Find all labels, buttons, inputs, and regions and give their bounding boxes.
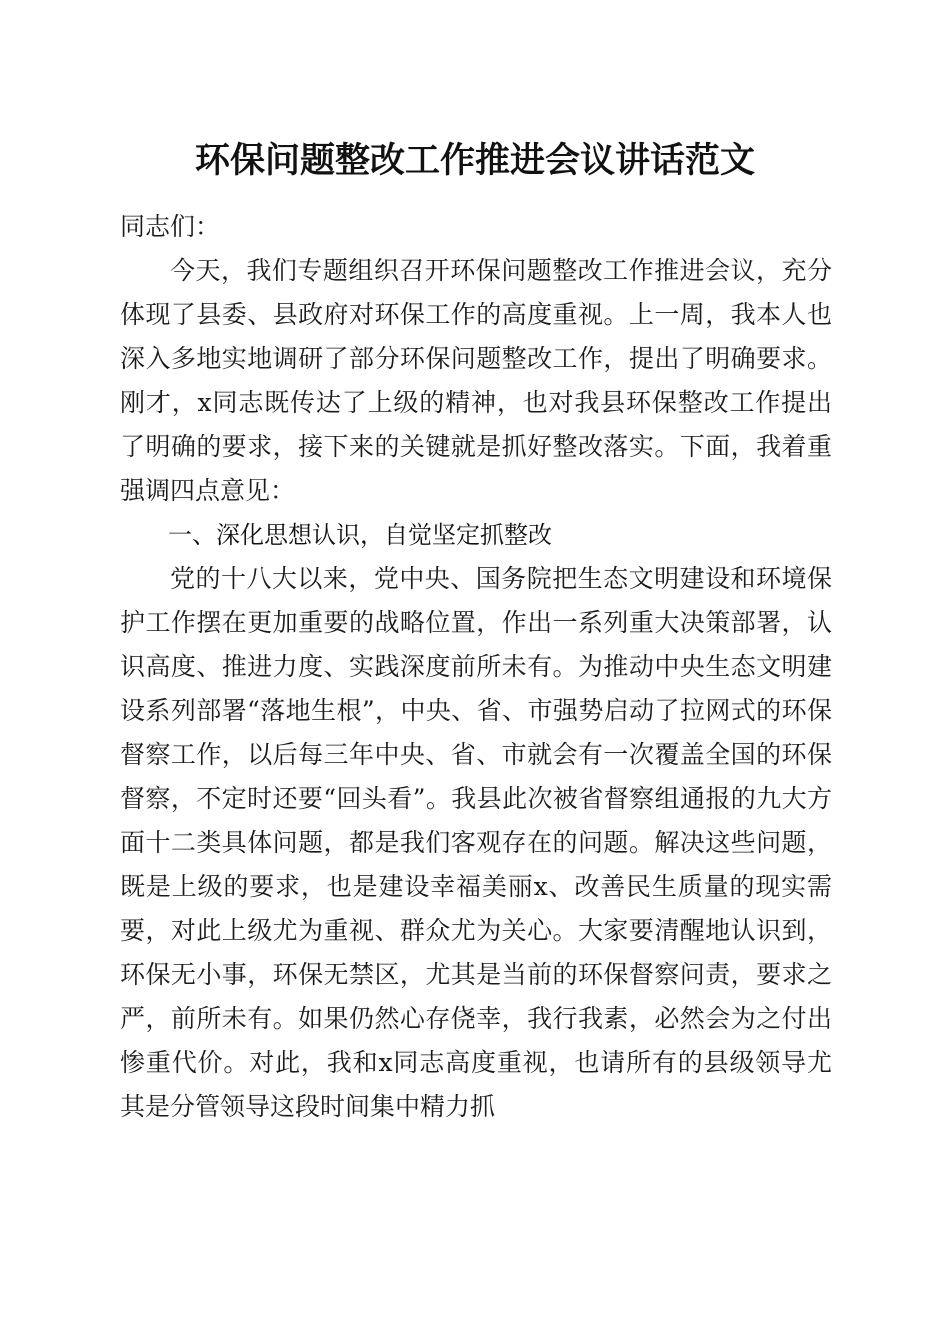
document-body: [120, 205, 832, 1129]
document-title: 环保问题整改工作推进会议讲话范文: [194, 140, 755, 181]
salutation: 同志们：: [120, 212, 221, 241]
section-heading-1: 一、深化思想认识，自觉坚定抓整改: [168, 521, 552, 549]
intro-paragraph: 今天，我们专题组织召开环保问题整改工作推进会议，充分体现了县委、县政府对环保工作的高度重视。上一周，我本人也深入多地实地调研了部分环保问题整改工作，提出了明确要求。刚才，x同志既传达了上级的精神，也对我县环保整改工作提出了明确的要求，接下来的关键就是抓好整改落实。下面，我着重强调四点意见：: [120, 256, 832, 505]
section-1-paragraph: 党的十八大以来，党中央、国务院把生态文明建设和环境保护工作摆在更加重要的战略位置，作出一系列重大决策部署，认识高度、推进力度、实践深度前所未有。为推动中央生态文明建设系列部署“落地生根”，中央、省、市强势启动了拉网式的环保督察工作，以后每三年中央、省、市就会有一次覆盖全国的环保督察，不定时还要“回头看”。我县此次被省督察组通报的九大方面十二类具体问题，都是我们客观存在的问题。解决这些问题，既是上级的要求，也是建设幸福美丽x、改善民生质量的现实需要，对此上级尤为重视、群众尤为关心。大家要清醒地认识到，环保无小事，环保无禁区，尤其是当前的环保督察问责，要求之严，前所未有。如果仍然心存侥幸，我行我素，必然会为之付出惨重代价。对此，我和x同志高度重视，也请所有的县级领导尤其是分管领导这段时间集中精力抓: [120, 564, 832, 1121]
